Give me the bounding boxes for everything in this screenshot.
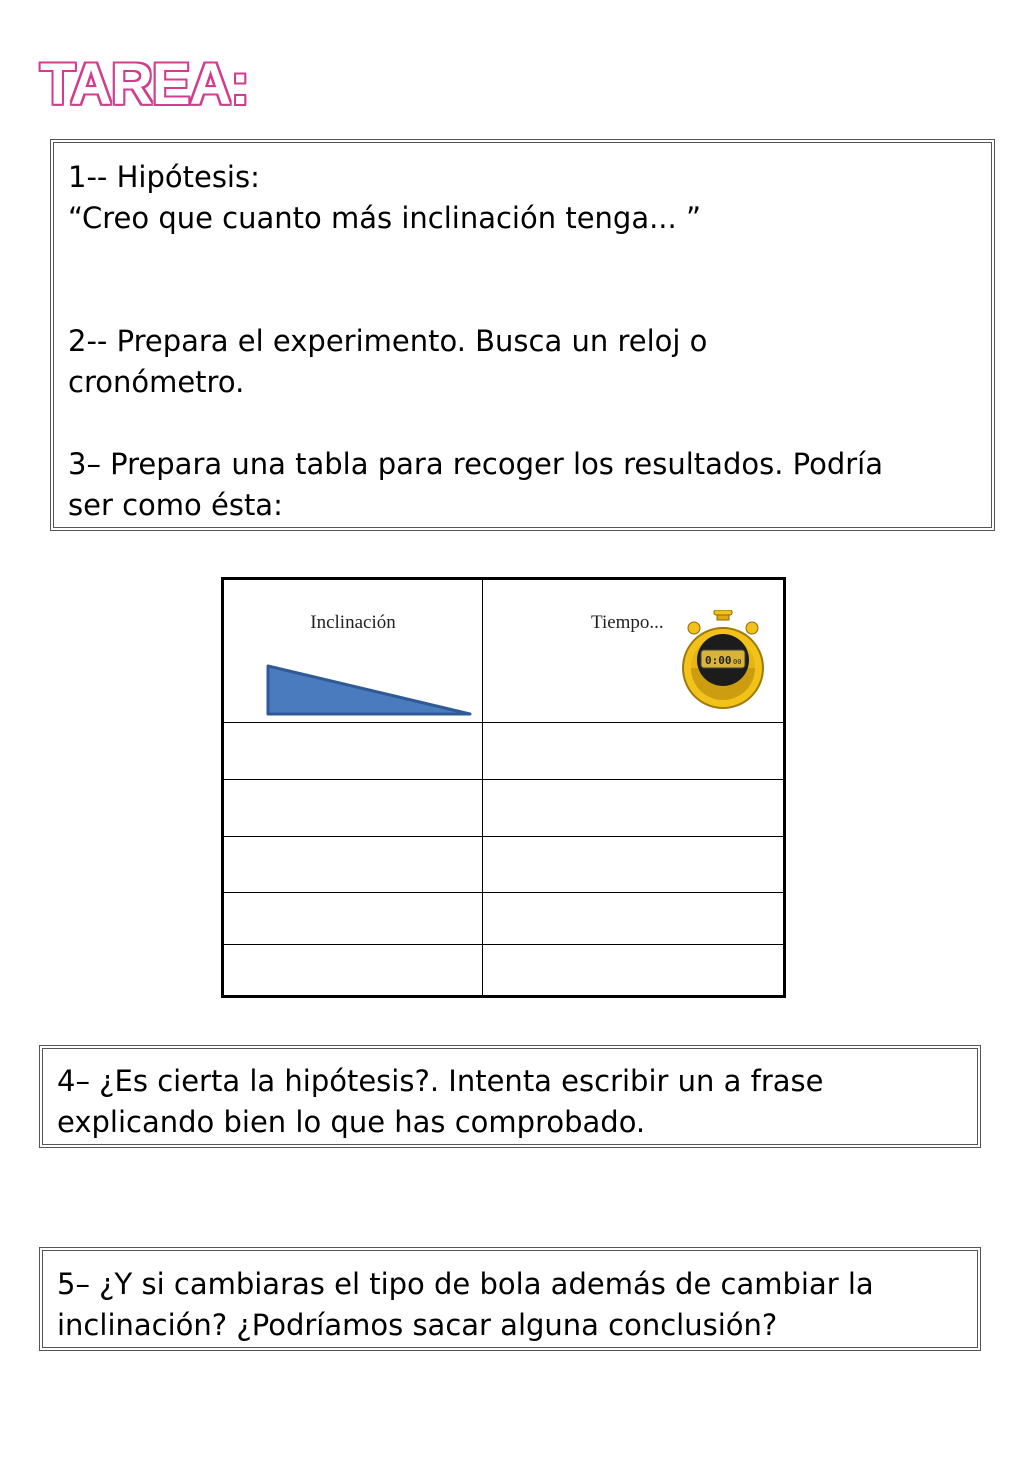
results-table (221, 577, 786, 998)
step2-text-line2: cronómetro. (68, 365, 245, 399)
hypothesis-prompt: “Creo que cuanto más inclinación tenga... ” (68, 201, 701, 235)
stopwatch-icon (681, 610, 765, 714)
task-box-verify (39, 1045, 981, 1148)
step2-text-line1: 2-- Prepara el experimento. Busca un reloj o (68, 324, 708, 358)
header-cell-inclination (223, 579, 483, 723)
table-cell (483, 892, 785, 944)
step5-text-line2: inclinación? ¿Podríamos sacar alguna conclusión? (57, 1308, 778, 1342)
stopwatch-display-small: 00 (733, 658, 742, 666)
step3-text-line2: ser como ésta: (68, 488, 283, 522)
table-row (223, 892, 785, 944)
table-row (223, 836, 785, 892)
table-cell (223, 944, 483, 996)
table-cell (223, 723, 483, 780)
table-cell (223, 836, 483, 892)
stopwatch-display: 0:00 (705, 654, 732, 667)
table-cell (483, 723, 785, 780)
table-cell (223, 892, 483, 944)
ramp-icon (264, 662, 474, 718)
step4-text-line2: explicando bien lo que has comprobado. (57, 1105, 646, 1139)
table-cell (483, 944, 785, 996)
header-label-time: Tiempo... (591, 612, 664, 633)
table-row (223, 944, 785, 996)
table-row (223, 723, 785, 780)
task-box-hypothesis (50, 139, 995, 531)
step5-text-line1: 5– ¿Y si cambiaras el tipo de bola además de cambiar la (57, 1267, 874, 1301)
table-header-row (223, 579, 785, 723)
table-cell (223, 780, 483, 836)
header-label-inclination: Inclinación (310, 612, 396, 633)
table-cell (483, 780, 785, 836)
table-row (223, 780, 785, 836)
hypothesis-heading: 1-- Hipótesis: (68, 160, 260, 194)
table-cell (483, 836, 785, 892)
task-box-conclusion (39, 1247, 981, 1351)
step3-text-line1: 3– Prepara una tabla para recoger los resultados. Podría (68, 447, 884, 481)
header-cell-time (483, 579, 785, 723)
page-title: TAREA: (40, 52, 249, 117)
step4-text-line1: 4– ¿Es cierta la hipótesis?. Intenta escribir un a frase (57, 1064, 824, 1098)
